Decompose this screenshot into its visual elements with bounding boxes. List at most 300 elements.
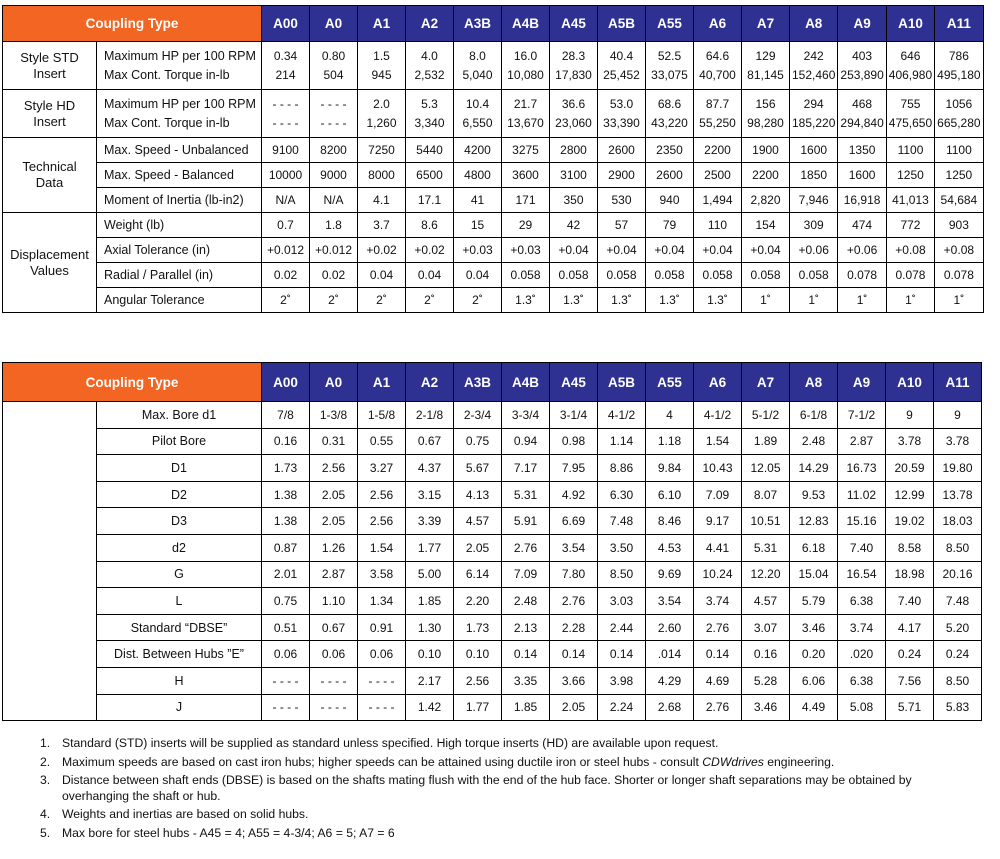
size-header: A2 — [406, 6, 454, 42]
value-cell: 7250 — [358, 138, 406, 163]
value-cell: 9 — [934, 402, 982, 429]
value-cell: 0.55 — [358, 428, 406, 455]
value-cell: 0.7 — [262, 213, 310, 238]
value-line: - - - - — [320, 115, 347, 130]
value-cell: 2˚ — [310, 288, 358, 313]
value-cell: 5.20 — [934, 614, 982, 641]
value-cell: 7.17 — [502, 455, 550, 482]
value-line: 5,040 — [462, 67, 493, 82]
value-line: 64.6 — [705, 48, 730, 63]
value-cell — [790, 42, 838, 90]
value-cell: 12.05 — [742, 455, 790, 482]
value-cell: 2.76 — [694, 694, 742, 721]
value-cell: 0.94 — [502, 428, 550, 455]
size-header: A0 — [310, 6, 358, 42]
value-cell: 3.66 — [550, 667, 598, 694]
row-label: D1 — [97, 455, 262, 482]
value-cell: 0.058 — [598, 263, 646, 288]
value-cell: - - - - — [310, 694, 358, 721]
table-row — [3, 213, 984, 238]
value-line: 53.0 — [609, 96, 634, 111]
value-cell: 7/8 — [262, 402, 310, 429]
value-cell: 1.34 — [358, 588, 406, 615]
value-cell — [646, 42, 694, 90]
value-cell: 8200 — [310, 138, 358, 163]
group-label — [3, 213, 97, 313]
value-cell: 2˚ — [262, 288, 310, 313]
value-cell: 2.05 — [310, 481, 358, 508]
value-cell: 0.06 — [358, 641, 406, 668]
value-line: 81,145 — [747, 67, 784, 82]
value-cell: 5.31 — [502, 481, 550, 508]
value-cell: 0.98 — [550, 428, 598, 455]
value-line: - - - - — [320, 96, 347, 111]
value-cell: 2200 — [694, 138, 742, 163]
value-cell: 3275 — [502, 138, 550, 163]
value-cell: 1600 — [790, 138, 838, 163]
value-cell: +0.04 — [742, 238, 790, 263]
value-cell: 1.77 — [454, 694, 502, 721]
value-line: 33,075 — [651, 67, 688, 82]
value-line: 786 — [948, 48, 969, 63]
value-cell: +0.02 — [358, 238, 406, 263]
value-cell: 0.14 — [550, 641, 598, 668]
value-line: 68.6 — [657, 96, 682, 111]
value-cell: .020 — [838, 641, 886, 668]
row-label — [97, 263, 262, 288]
size-header: A6 — [694, 6, 742, 42]
value-cell: 4800 — [454, 163, 502, 188]
value-cell: 9.17 — [694, 508, 742, 535]
value-line: 21.7 — [513, 96, 538, 111]
value-line: 294 — [803, 96, 824, 111]
value-cell: 309 — [790, 213, 838, 238]
value-cell: 2.68 — [646, 694, 694, 721]
value-cell: +0.04 — [646, 238, 694, 263]
value-cell: 2.60 — [646, 614, 694, 641]
row-label-line: Moment of Inertia (lb-in2) — [104, 193, 244, 207]
value-cell: 0.24 — [886, 641, 934, 668]
value-line: 406,980 — [888, 67, 933, 82]
value-cell: 5.83 — [934, 694, 982, 721]
table-row — [3, 561, 982, 588]
value-line: 495,180 — [937, 67, 981, 82]
value-cell: 0.02 — [310, 263, 358, 288]
value-cell: 1.30 — [406, 614, 454, 641]
value-cell: 8.58 — [886, 534, 934, 561]
value-line: 36.6 — [561, 96, 586, 111]
row-label-line: Maximum HP per 100 RPM — [104, 48, 256, 63]
value-cell: 1.18 — [646, 428, 694, 455]
value-cell: 0.078 — [886, 263, 934, 288]
coupling-type-header: Coupling Type — [3, 6, 262, 42]
value-line: 5.3 — [421, 96, 438, 111]
value-cell: 1.54 — [358, 534, 406, 561]
value-cell: 0.51 — [262, 614, 310, 641]
value-line: 2.0 — [373, 96, 390, 111]
table-row — [3, 481, 982, 508]
row-label — [97, 90, 262, 138]
value-cell: 8.50 — [934, 534, 982, 561]
value-cell: 0.078 — [838, 263, 886, 288]
size-header: A45 — [550, 363, 598, 402]
value-cell: 3.39 — [406, 508, 454, 535]
value-cell: 1.3˚ — [502, 288, 550, 313]
brand-name: CDWdrives — [702, 754, 764, 769]
value-cell: 0.058 — [694, 263, 742, 288]
value-cell: - - - - — [358, 694, 406, 721]
value-cell: 1˚ — [838, 288, 886, 313]
value-cell: 3600 — [502, 163, 550, 188]
value-cell: 8.07 — [742, 481, 790, 508]
value-cell: 41,013 — [886, 188, 934, 213]
value-cell: 1100 — [886, 138, 934, 163]
dimensions-table — [2, 362, 982, 721]
value-cell: 2800 — [550, 138, 598, 163]
size-header: A4B — [502, 363, 550, 402]
value-cell — [694, 90, 742, 138]
value-line: 945 — [371, 67, 392, 82]
footnote-number: 5. — [40, 825, 51, 840]
value-cell: 0.67 — [310, 614, 358, 641]
value-cell: 154 — [742, 213, 790, 238]
value-cell: 29 — [502, 213, 550, 238]
value-cell: 3.7 — [358, 213, 406, 238]
value-cell: 1-5/8 — [358, 402, 406, 429]
value-line: 646 — [900, 48, 921, 63]
value-cell: 0.058 — [790, 263, 838, 288]
value-cell: 2600 — [646, 163, 694, 188]
value-cell: 1.8 — [310, 213, 358, 238]
value-cell: +0.04 — [598, 238, 646, 263]
value-cell: 2900 — [598, 163, 646, 188]
value-cell: 2.87 — [838, 428, 886, 455]
value-cell: 5440 — [406, 138, 454, 163]
value-cell: 16.54 — [838, 561, 886, 588]
row-label: Pilot Bore — [97, 428, 262, 455]
value-cell: 0.058 — [502, 263, 550, 288]
value-cell: 3.46 — [742, 694, 790, 721]
value-cell: +0.02 — [406, 238, 454, 263]
group-label-line: Style STD — [20, 49, 79, 65]
value-cell: 7.40 — [838, 534, 886, 561]
value-cell: 2˚ — [358, 288, 406, 313]
group-label-line: Values — [30, 262, 69, 278]
value-cell: 6.18 — [790, 534, 838, 561]
value-line: 1056 — [945, 96, 973, 111]
value-cell: 3.46 — [790, 614, 838, 641]
value-cell: 9100 — [262, 138, 310, 163]
row-label — [97, 213, 262, 238]
value-cell: 1˚ — [886, 288, 934, 313]
table-row — [3, 238, 984, 263]
value-line: 152,460 — [792, 67, 836, 82]
coupling-type-header: Coupling Type — [3, 363, 262, 402]
value-cell: 7.56 — [886, 667, 934, 694]
value-cell: 9.84 — [646, 455, 694, 482]
value-cell: 7.40 — [886, 588, 934, 615]
value-cell: 3.50 — [598, 534, 646, 561]
value-line: 2,532 — [414, 67, 445, 82]
value-cell: 10.24 — [694, 561, 742, 588]
row-label-line: Axial Tolerance (in) — [104, 243, 211, 257]
value-line: 10.4 — [465, 96, 490, 111]
value-cell: 2.28 — [550, 614, 598, 641]
value-cell: 2.76 — [502, 534, 550, 561]
value-cell: 8.86 — [598, 455, 646, 482]
value-cell: 0.75 — [262, 588, 310, 615]
value-cell: N/A — [262, 188, 310, 213]
value-cell: 0.16 — [742, 641, 790, 668]
value-cell: 9000 — [310, 163, 358, 188]
size-header: A11 — [934, 363, 982, 402]
blank-group-cell — [3, 402, 97, 721]
value-cell — [790, 90, 838, 138]
value-cell: 2.56 — [358, 481, 406, 508]
row-label — [97, 188, 262, 213]
size-header: A11 — [935, 6, 983, 42]
size-header: A1 — [358, 363, 406, 402]
size-header: A8 — [790, 363, 838, 402]
value-cell: 1.85 — [502, 694, 550, 721]
value-cell: +0.06 — [838, 238, 886, 263]
value-cell: 0.20 — [790, 641, 838, 668]
value-cell — [742, 42, 790, 90]
footnote-number: 3. — [40, 773, 51, 787]
value-line: 475,650 — [888, 115, 933, 130]
size-header: A55 — [646, 6, 694, 42]
value-cell: 4.37 — [406, 455, 454, 482]
value-cell: 11.02 — [838, 481, 886, 508]
footnote-text: engineering. — [763, 754, 835, 769]
size-header: A55 — [646, 363, 694, 402]
value-line: 10,080 — [507, 67, 544, 82]
value-cell: 3.74 — [694, 588, 742, 615]
value-line: 3,340 — [414, 115, 445, 130]
value-line: 468 — [852, 96, 873, 111]
value-cell: 17.1 — [406, 188, 454, 213]
value-line: 40,700 — [699, 67, 736, 82]
value-line: 8.0 — [469, 48, 486, 63]
value-cell: 5.31 — [742, 534, 790, 561]
value-cell: 474 — [838, 213, 886, 238]
row-label-line: Angular Tolerance — [104, 293, 205, 307]
value-cell: 5.00 — [406, 561, 454, 588]
value-cell: 7.48 — [934, 588, 982, 615]
value-cell: 2.01 — [262, 561, 310, 588]
row-label: d2 — [97, 534, 262, 561]
size-header: A9 — [838, 363, 886, 402]
value-cell: +0.012 — [310, 238, 358, 263]
value-cell — [742, 90, 790, 138]
value-cell: 6-1/8 — [790, 402, 838, 429]
group-label-line: Style HD — [23, 97, 76, 113]
value-cell: 1-3/8 — [310, 402, 358, 429]
value-cell: 1.73 — [454, 614, 502, 641]
value-cell: 1.54 — [694, 428, 742, 455]
row-label — [97, 138, 262, 163]
row-label: J — [97, 694, 262, 721]
value-cell: 3.58 — [358, 561, 406, 588]
value-cell: 7-1/2 — [838, 402, 886, 429]
value-cell: 2200 — [742, 163, 790, 188]
row-label-line: Maximum HP per 100 RPM — [104, 96, 256, 111]
value-cell: 6.06 — [790, 667, 838, 694]
group-label-line: Displacement — [10, 246, 89, 262]
value-line: 129 — [755, 48, 776, 63]
size-header: A5B — [598, 363, 646, 402]
row-label — [97, 42, 262, 90]
value-cell — [454, 42, 502, 90]
size-header: A7 — [742, 6, 790, 42]
value-cell: 2.05 — [310, 508, 358, 535]
table-row — [3, 455, 982, 482]
value-cell: 2.48 — [790, 428, 838, 455]
value-cell: 2350 — [646, 138, 694, 163]
value-cell: 7.80 — [550, 561, 598, 588]
specifications-table — [2, 5, 984, 313]
value-cell — [406, 42, 454, 90]
value-cell: 0.91 — [358, 614, 406, 641]
row-label: Max. Bore d1 — [97, 402, 262, 429]
row-label-line: Max. Speed - Unbalanced — [104, 143, 249, 157]
value-cell: 8.46 — [646, 508, 694, 535]
table-row — [3, 534, 982, 561]
value-cell: 2.24 — [598, 694, 646, 721]
footnote-text: Maximum speeds are based on cast iron hubs; higher speeds can be attained using ductile iron or steel hubs - consult — [62, 754, 703, 769]
value-cell: 2.56 — [358, 508, 406, 535]
value-cell: 41 — [454, 188, 502, 213]
value-cell: 4.13 — [454, 481, 502, 508]
value-cell: 0.16 — [262, 428, 310, 455]
value-cell: 0.04 — [406, 263, 454, 288]
value-cell: 15.04 — [790, 561, 838, 588]
value-line: 242 — [803, 48, 824, 63]
value-cell: 0.10 — [406, 641, 454, 668]
value-cell: 4.1 — [358, 188, 406, 213]
value-cell: 57 — [598, 213, 646, 238]
value-cell: +0.06 — [790, 238, 838, 263]
row-label-line: Max. Speed - Balanced — [104, 168, 234, 182]
value-line: 156 — [755, 96, 776, 111]
value-cell: 6.14 — [454, 561, 502, 588]
value-cell: 4 — [646, 402, 694, 429]
group-label — [3, 90, 97, 138]
value-cell: 3.78 — [934, 428, 982, 455]
table-row — [3, 288, 984, 313]
value-cell — [502, 90, 550, 138]
value-cell: 14.29 — [790, 455, 838, 482]
value-cell: 0.87 — [262, 534, 310, 561]
footnote-number: 4. — [40, 807, 51, 821]
value-cell: 4.17 — [886, 614, 934, 641]
value-cell: 7,946 — [790, 188, 838, 213]
value-cell: 1.10 — [310, 588, 358, 615]
value-cell: 1.14 — [598, 428, 646, 455]
value-cell: 0.14 — [694, 641, 742, 668]
row-label-line: Radial / Parallel (in) — [104, 268, 214, 282]
size-header: A00 — [262, 363, 310, 402]
row-label-line: Weight (lb) — [104, 218, 165, 232]
value-cell: 1.3˚ — [646, 288, 694, 313]
value-cell: 0.078 — [935, 263, 983, 288]
value-cell: 4-1/2 — [694, 402, 742, 429]
value-cell: 7.09 — [502, 561, 550, 588]
value-cell: 5.79 — [790, 588, 838, 615]
row-label: L — [97, 588, 262, 615]
value-cell: 0.10 — [454, 641, 502, 668]
value-line: 665,280 — [937, 115, 981, 130]
row-label-line: Max Cont. Torque in-lb — [104, 67, 230, 82]
value-cell — [598, 42, 646, 90]
value-cell: 6.38 — [838, 588, 886, 615]
value-cell: 1.42 — [406, 694, 454, 721]
value-cell: 3-3/4 — [502, 402, 550, 429]
value-cell: 3100 — [550, 163, 598, 188]
value-cell: 6.10 — [646, 481, 694, 508]
value-cell: .014 — [646, 641, 694, 668]
row-label: G — [97, 561, 262, 588]
value-line: 4.0 — [421, 48, 438, 63]
value-cell: 1350 — [838, 138, 886, 163]
value-cell: +0.03 — [502, 238, 550, 263]
footnote — [40, 826, 970, 842]
value-cell: 0.24 — [934, 641, 982, 668]
value-cell: - - - - — [358, 667, 406, 694]
size-header: A10 — [886, 6, 934, 42]
table-row — [3, 402, 982, 429]
value-cell: 3.54 — [550, 534, 598, 561]
value-cell: 0.04 — [454, 263, 502, 288]
value-cell: 2.05 — [454, 534, 502, 561]
table-row — [3, 641, 982, 668]
value-cell: 8000 — [358, 163, 406, 188]
value-cell: 20.16 — [934, 561, 982, 588]
size-header: A6 — [694, 363, 742, 402]
size-header: A1 — [358, 6, 406, 42]
row-label — [97, 238, 262, 263]
value-cell: 940 — [646, 188, 694, 213]
value-cell: 2.87 — [310, 561, 358, 588]
value-cell: 5-1/2 — [742, 402, 790, 429]
footnote-number: 1. — [40, 736, 51, 750]
value-cell: 1850 — [790, 163, 838, 188]
group-label-line: Insert — [33, 113, 66, 129]
value-cell: 8.50 — [934, 667, 982, 694]
value-line: 0.80 — [321, 48, 346, 63]
value-cell: 4.92 — [550, 481, 598, 508]
value-cell: 2˚ — [406, 288, 454, 313]
value-cell: 0.058 — [550, 263, 598, 288]
value-cell: 4200 — [454, 138, 502, 163]
value-cell — [935, 90, 983, 138]
value-cell — [310, 90, 358, 138]
value-line: 28.3 — [561, 48, 586, 63]
value-cell: 0.06 — [262, 641, 310, 668]
value-cell: 3.98 — [598, 667, 646, 694]
value-cell — [886, 90, 934, 138]
value-line: 23,060 — [555, 115, 592, 130]
value-cell: 0.058 — [742, 263, 790, 288]
value-cell: 12.83 — [790, 508, 838, 535]
row-label — [97, 163, 262, 188]
value-cell: 9.53 — [790, 481, 838, 508]
value-line: 294,840 — [840, 115, 884, 130]
group-label — [3, 138, 97, 213]
value-cell: 2500 — [694, 163, 742, 188]
group-label-line: Data — [35, 175, 64, 190]
footnote-text: Distance between shaft ends (DBSE) is based on the shafts mating flush with the end of the hub face. Shorter or longer shaft separations may be obtained by overhanging the shaft or hub. — [62, 773, 912, 803]
